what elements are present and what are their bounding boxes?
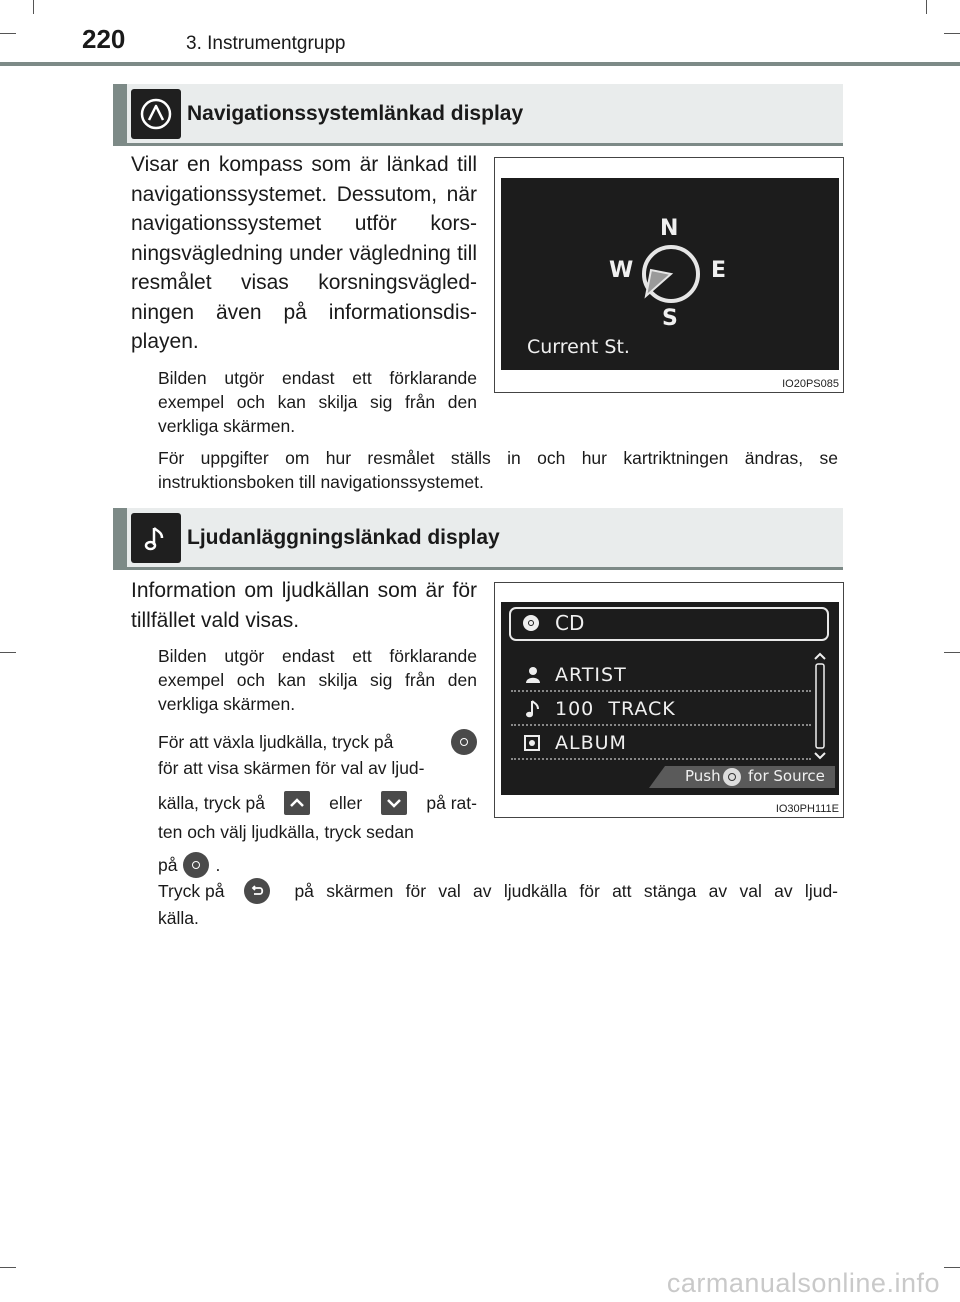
note-fragment: på (158, 855, 178, 875)
crop-mark (0, 33, 16, 34)
section-body: Visar en kompass som är länkad till navigationssystemet. Dessutom, när navigationssystemet utför kors-ningsvägledning under vägledning till resmålet visas korsningsvägled-ningen även på informationsdis-playen. (131, 153, 477, 353)
select-button-icon (723, 768, 741, 786)
section-body: Information om ljudkällan som är för tillfället vald visas. (131, 579, 477, 632)
navigation-arrow-icon (131, 89, 181, 139)
track-info-row: ALBUM (555, 732, 627, 754)
back-button-icon (244, 878, 270, 904)
section-title: Navigationssystemlänkad display (187, 102, 524, 125)
row-divider (511, 724, 811, 726)
note-fragment: För att växla ljudkälla, tryck på (158, 732, 394, 752)
crop-mark (33, 0, 34, 14)
note-fragment: för att visa skärmen för val av ljud- (158, 758, 425, 778)
crop-mark (944, 1267, 960, 1268)
note-fragment: på skärmen för val av ljudkälla för att stänga av val av ljud- (294, 881, 838, 901)
compass-display-figure (494, 157, 844, 393)
note-fragment: ten och välj ljudkälla, tryck sedan (158, 822, 414, 842)
track-info-row: ARTIST (555, 664, 627, 686)
display-screen (501, 178, 839, 370)
page-number: 220 (82, 24, 126, 54)
crop-mark (0, 1267, 16, 1268)
current-street: Current St. (527, 336, 630, 358)
display-screen (501, 602, 839, 795)
crop-mark (944, 33, 960, 34)
music-note-icon (131, 513, 181, 563)
select-button-icon (183, 852, 209, 878)
crop-mark (926, 0, 927, 14)
crop-mark (944, 652, 960, 653)
compass-south: S (662, 306, 678, 331)
note-text-close (158, 876, 838, 930)
note-fragment: på rat- (426, 793, 477, 813)
disc-icon (523, 615, 539, 631)
track-info-row: 100 TRACK (555, 698, 676, 720)
section-banner-audio (113, 508, 843, 570)
scrollbar (813, 652, 827, 764)
album-icon (524, 735, 540, 751)
select-button-icon (451, 729, 477, 755)
row-divider (511, 758, 811, 760)
figure-code: IO30PH111E (775, 803, 839, 815)
crop-mark (0, 652, 16, 653)
music-note-icon (525, 699, 541, 719)
note-text: Bilden utgör endast ett förklarande exempel och kan skilja sig från den verkliga skärmen. (158, 646, 477, 714)
note-text-source-switch (158, 728, 477, 882)
note-text: Bilden utgör endast ett förklarande exempel och kan skilja sig från den verkliga skärmen. (158, 368, 477, 436)
note-fragment: . (215, 855, 221, 875)
artist-icon (525, 666, 541, 684)
push-hint-text: for Source (748, 767, 825, 785)
push-hint-text: Push (685, 767, 721, 785)
audio-display-figure (494, 582, 844, 818)
note-fragment: eller (329, 793, 363, 813)
note-text: För uppgifter om hur resmålet ställs in och hur kartriktningen ändras, se instruktionsboken till navigationssystemet. (158, 448, 838, 492)
section-title: Ljudanläggningslänkad display (187, 526, 500, 549)
section-banner-navigation (113, 84, 843, 146)
row-divider (511, 690, 811, 692)
up-arrow-icon (284, 791, 310, 815)
down-arrow-icon (381, 791, 407, 815)
watermark: carmanualsonline.info (666, 1268, 940, 1298)
compass-west: W (609, 258, 634, 283)
compass-north: N (660, 216, 679, 241)
note-fragment: källa, tryck på (158, 793, 265, 813)
note-fragment: källa. (158, 908, 199, 928)
header-rule (0, 62, 960, 66)
chapter-title: 3. Instrumentgrupp (186, 33, 346, 54)
audio-source: CD (555, 611, 585, 635)
note-fragment: Tryck på (158, 881, 225, 901)
compass-east: E (711, 258, 727, 283)
figure-code: IO20PS085 (782, 378, 839, 390)
